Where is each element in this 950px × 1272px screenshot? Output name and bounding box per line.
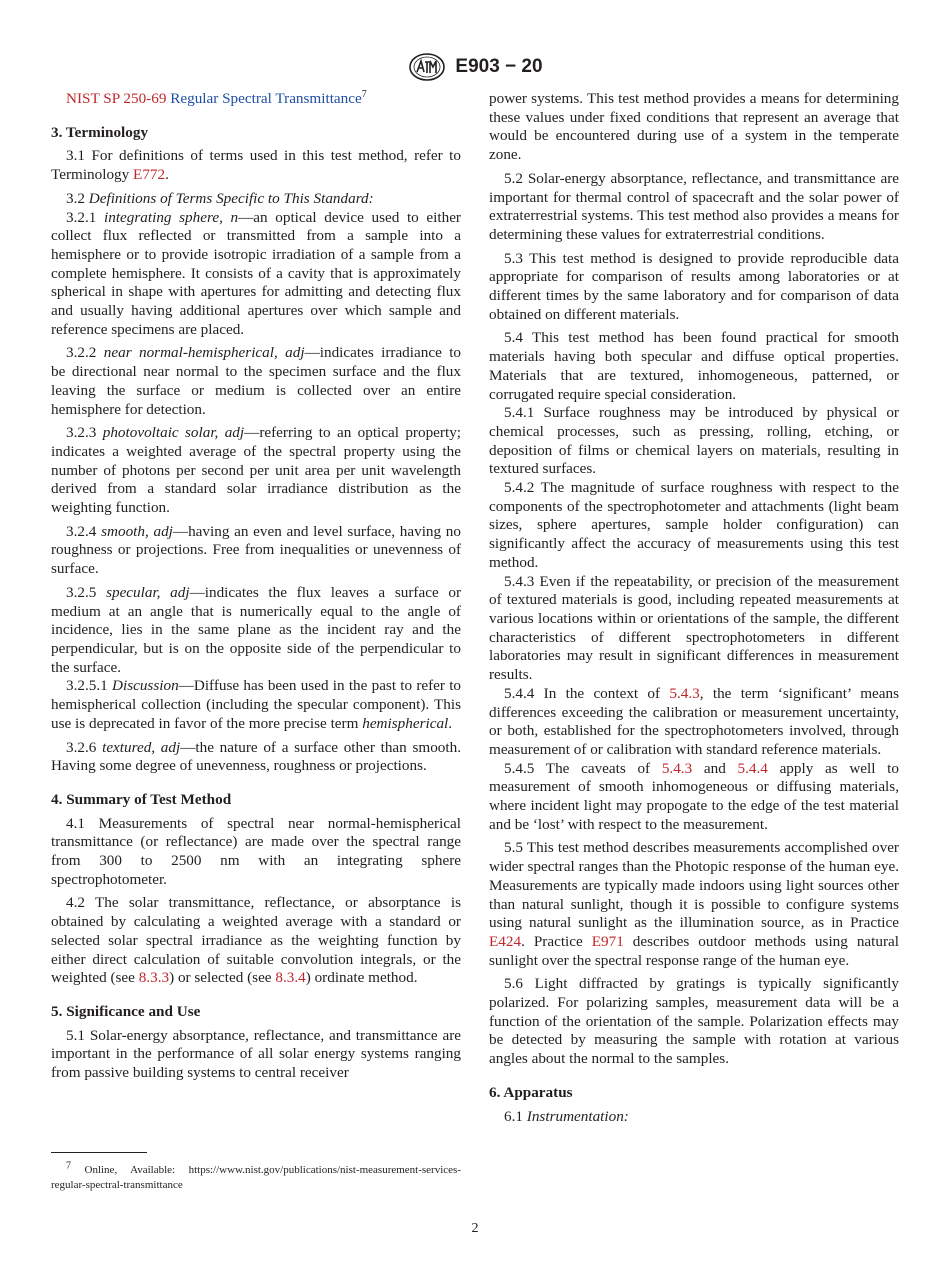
para-5-4-1: 5.4.1 Surface roughness may be introduced by physical or chemical processes, such as pressing, rolling, etching, or deposition of films or chemical layers on materials, resulting in textured surfaces.: [489, 404, 899, 478]
para-5-4-4: 5.4.4 In the context of 5.4.3, the term ‘significant’ means differences exceeding the calibration or measurement uncertainty, or both, established for the spectrophotometers involved, through measurement of or calibration with standard reference materials.: [489, 684, 899, 758]
link-5-4-4[interactable]: 5.4.4: [737, 759, 768, 777]
para-4-1: 4.1 Measurements of spectral near normal-hemispherical transmittance (or reflectance) are made over the spectral range from 300 to 2500 nm with an integrating sphere spectrophotometer.: [51, 814, 461, 888]
para-5-4-5: 5.4.5 The caveats of 5.4.3 and 5.4.4 apply as well to measurement of smooth inhomogeneous or diffusing materials, where incident light may propogate to the edge of the test material and be ‘lost’ with respect to the measurement.: [489, 759, 899, 833]
para-5-3: 5.3 This test method is designed to provide reproducible data appropriate for comparison of results among laboratories or at different times by the same laboratory and for comparison of data obtained on different materials.: [489, 249, 899, 323]
para-5-5: 5.5 This test method describes measurements accomplished over wider spectral ranges than the Photopic response of the human eye. Measurements are typically made indoors using light sources other than natural sunlight, though it is possible to configure systems using natural sunlight as the illumination source, as in Practice E424. Practice E971 describes outdoor methods using natural sunlight over the spectral response range of the human eye.: [489, 839, 899, 969]
para-3-2-5: 3.2.5 specular, adj—indicates the flux leaves a surface or medium at an angle that is numerically equal to the angle of incidence, lies in the same plane as the incident ray and the perpendicular, but is on the opposite side of the perpendicular to the surface.: [51, 583, 462, 676]
para-5-4: 5.4 This test method has been found practical for smooth materials having both specular and diffuse optical properties. Materials that are textured, inhomogeneous, patterned, or corrugated require special consideration.: [489, 329, 899, 403]
link-8-3-4[interactable]: 8.3.4: [275, 969, 306, 987]
para-3-2-2: 3.2.2 near normal-hemispherical, adj—indicates irradiance to be directional near normal to the specimen surface and the flux leaving the surface or medium is collected over an entire hemisphere for detection.: [51, 344, 462, 418]
link-5-4-3[interactable]: 5.4.3: [669, 684, 700, 702]
section-6-heading: 6. Apparatus: [489, 1083, 573, 1101]
link-8-3-3[interactable]: 8.3.3: [138, 969, 170, 987]
footnote-number: 7: [66, 1160, 71, 1172]
para-3-2-4: 3.2.4 smooth, adj—having an even and level surface, having no roughness or projections. Free from inequalities or unevenness of surface.: [51, 522, 461, 578]
para-4-2: 4.2 The solar transmittance, reflectance, or absorptance is obtained by calculating a weighted average with a standard or selected solar spectral irradiance as the weighting function by either direct calculation of suitable convolution integrals, or the weighted (see 8.3.3) or selected (see 8.3.4) ordinate method.: [51, 894, 461, 987]
reference-link-title[interactable]: Regular Spectral Transmittance: [170, 90, 362, 107]
reference-link-nist[interactable]: NIST SP 250-69: [66, 90, 167, 107]
link-e971[interactable]: E971: [591, 932, 624, 950]
section-4-heading: 4. Summary of Test Method: [51, 790, 232, 808]
right-column: [489, 90, 899, 1126]
link-5-4-3[interactable]: 5.4.3: [661, 759, 693, 777]
link-e424[interactable]: E424: [489, 932, 522, 950]
astm-logo-icon: [407, 52, 447, 82]
para-5-6: 5.6 Light diffracted by gratings is typically significantly polarized. For polarizing samples, measurement data will be a function of the orientation of the sample. Polarization effects may be detected by measuring the sample with rotation at various angles about the normal to the samples.: [489, 975, 899, 1068]
reference-nist: [51, 90, 461, 109]
page-header: [0, 52, 950, 82]
para-3-2-5-1: 3.2.5.1 Discussion—Diffuse has been used in the past to refer to hemispherical collection (including the specular component). This use is deprecated in favor of the more precise term hemispherical.: [51, 677, 462, 732]
para-3-2: 3.2 Definitions of Terms Specific to This Standard:: [66, 189, 374, 207]
standard-designation: E903 − 20: [455, 56, 543, 77]
footnote: [51, 1160, 461, 1193]
left-column: [51, 90, 461, 1083]
footnote-marker: 7: [361, 88, 367, 100]
para-5-1-continued: power systems. This test method provides a means for determining these values under fixed conditions that represent an average that would be encountered during use of a system in the temperate zone.: [489, 90, 899, 164]
para-5-4-3: 5.4.3 Even if the repeatability, or precision of the measurement of textured materials is good, including repeated measurements at various locations within or orientations of the sample, the different characteristics of different spectrophotometers in different laboratories may result in significant differences in measurement results.: [489, 572, 899, 684]
page-number: 2: [471, 1221, 479, 1236]
para-3-2-1: 3.2.1 integrating sphere, n—an optical device used to either collect flux reflected or transmitted from a sample into a hemisphere or to provide isotropic irradiation of a sample from a complete hemisphere. It consists of a cavity that is approximately spherical in shape with apertures for admitting and detecting flux and usually having additional apertures over which sample and reference specimens are placed.: [51, 208, 461, 338]
para-3-1: 3.1 For definitions of terms used in this test method, refer to Terminology E772.: [51, 147, 461, 184]
para-3-2-6: 3.2.6 textured, adj—the nature of a surface other than smooth. Having some degree of unevenness, roughness or projections.: [51, 738, 461, 775]
footnote-divider: [51, 1152, 147, 1153]
section-3-heading: 3. Terminology: [51, 123, 149, 141]
para-3-2-3: 3.2.3 photovoltaic solar, adj—referring to an optical property; indicates a weighted average of the spectral property using the number of photons per second per unit area per unit wavelength derived from a standard solar irradiance distribution as the weighting function.: [51, 424, 462, 517]
para-6-1: 6.1 Instrumentation:: [504, 1107, 629, 1125]
section-5-heading: 5. Significance and Use: [51, 1002, 201, 1020]
link-e772[interactable]: E772: [133, 166, 166, 184]
para-5-4-2: 5.4.2 The magnitude of surface roughness with respect to the components of the spectrophotometer and attachments (light beam sizes, sphere apertures, sample holder configuration) can significantly affect the accuracy of measurements using this test method.: [489, 479, 899, 571]
footnote-text: Online, Available: https://www.nist.gov/publications/nist-measurement-services-regular-spectral-transmittance: [51, 1164, 461, 1191]
para-5-2: 5.2 Solar-energy absorptance, reflectance, and transmittance are important for thermal control of spacecraft and the solar power of extraterrestrial systems. This test method also provides a means for determining these values for extraterrestrial conditions.: [489, 169, 899, 243]
para-5-1: 5.1 Solar-energy absorptance, reflectance, and transmittance are important in the performance of all solar energy systems ranging from passive building systems to central receiver: [51, 1026, 461, 1082]
